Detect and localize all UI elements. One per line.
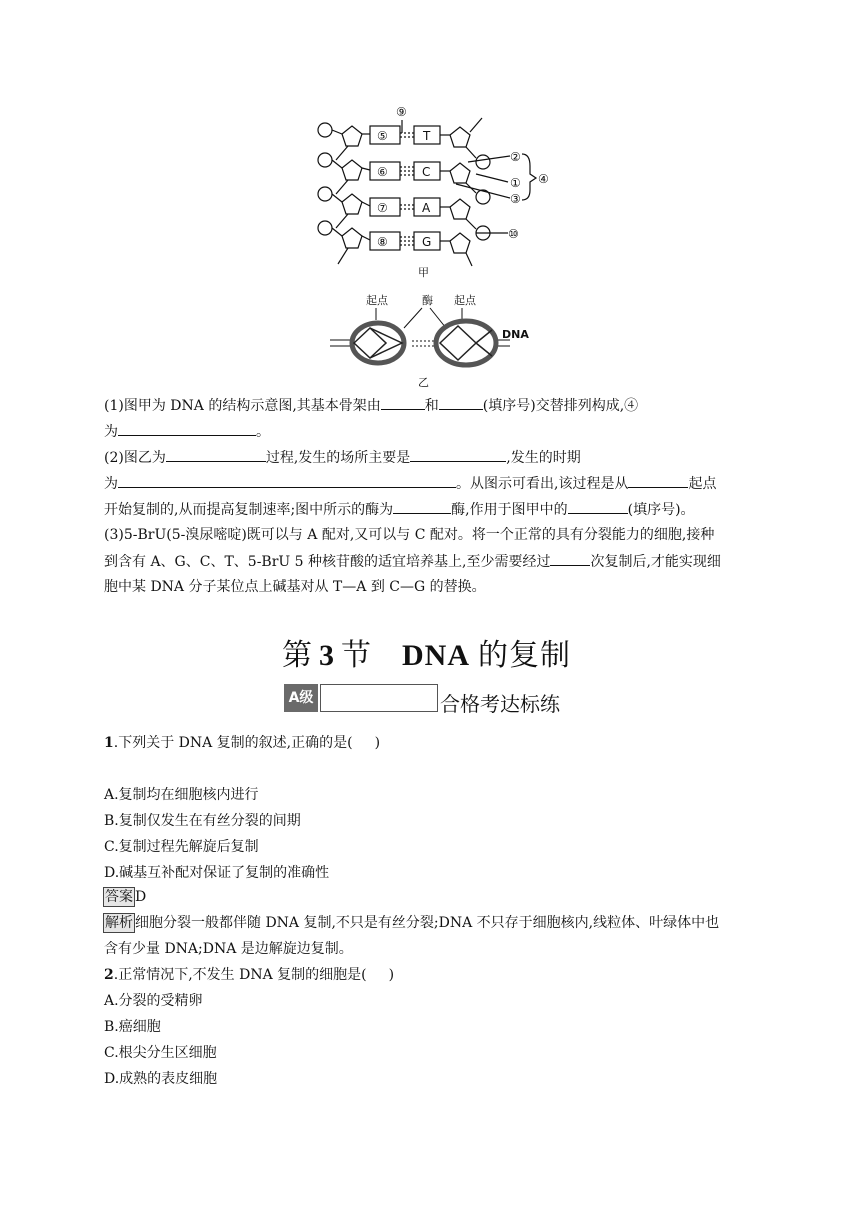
section-title: 第 3 节 DNA 的复制 [282,638,571,673]
q1-option-b[interactable]: B.复制仅发生在有丝分裂的间期 [104,813,301,829]
blank-1c[interactable] [118,420,256,436]
blank-2c[interactable] [118,472,456,488]
q2-option-b[interactable]: B.癌细胞 [104,1019,161,1035]
blank-2e[interactable] [393,498,451,514]
answer-tag: 答案 [105,889,133,905]
dna-label: DNA [502,328,529,341]
base-g: G [422,235,432,249]
question-part-3-line2: 到含有 A、G、C、T、5-BrU 5 种核苷酸的适宜培养基上,至少需要经过 次复制后,才能实现细 [104,550,721,573]
blank-2f[interactable] [568,498,628,514]
callout-2: ② [510,150,521,164]
question-1-stem: 1.下列关于 DNA 复制的叙述,正确的是( ) [104,735,381,751]
answer-value: D [135,889,147,905]
question-part-2-line3: 开始复制的,从而提高复制速率;图中所示的酶为 酶,作用于图甲中的 (填序号)。 [104,498,695,521]
q1-option-a[interactable]: A.复制均在细胞核内进行 [104,787,259,803]
q2-option-a[interactable]: A.分裂的受精卵 [104,993,203,1009]
q1-analysis-line2: 含有少量 DNA;DNA 是边解旋边复制。 [104,941,353,957]
figure-yi-caption: 乙 [418,376,429,389]
box-6-label: ⑥ [377,165,388,179]
q2-option-c[interactable]: C.根尖分生区细胞 [104,1045,217,1061]
blank-2b[interactable] [410,446,506,462]
box-7-label: ⑦ [377,201,388,215]
box-8-label: ⑧ [377,235,388,249]
enzyme-label: 酶 [422,294,433,307]
q1-analysis: 解析 细胞分裂一般都伴随 DNA 复制,不只是有丝分裂;DNA 不只存于细胞核内,线粒体、叶绿体中也 [105,915,720,931]
origin-right-label: 起点 [454,294,476,307]
box-5-label: ⑤ [377,129,388,143]
blank-2a[interactable] [166,446,266,462]
question-part-3-line3: 胞中某 DNA 分子某位点上碱基对从 T—A 到 C—G 的替换。 [104,579,486,595]
blank-1b[interactable] [439,394,483,410]
question-part-2-line2: 为 。从图示可看出,该过程是从 起点 [104,472,716,495]
origin-left-label: 起点 [366,294,388,307]
q2-option-d[interactable]: D.成熟的表皮细胞 [104,1071,218,1087]
level-bar [284,684,438,712]
blank-2d[interactable] [628,472,688,488]
q1-answer [103,886,146,908]
figure-jia-caption: 甲 [418,266,429,279]
callout-10: ⑩ [508,227,519,241]
question-part-3: (3)5-BrU(5-溴尿嘧啶)既可以与 A 配对,又可以与 C 配对。将一个正常的具有分裂能力的细胞,接种 [104,527,715,543]
level-box [320,684,438,712]
question-part-1: (1)图甲为 DNA 的结构示意图,其基本骨架由 和 (填序号)交替排列构成,④ [104,394,638,417]
question-2-stem: 2.正常情况下,不发生 DNA 复制的细胞是( ) [104,967,395,983]
q1-option-d[interactable]: D.碱基互补配对保证了复制的准确性 [104,865,330,881]
level-label: 合格考达标练 [440,692,560,716]
callout-9: ⑨ [396,105,407,119]
callout-1: ① [510,176,521,190]
analysis-tag: 解析 [105,915,133,931]
base-c: C [422,165,431,179]
base-t: T [423,129,431,143]
q1-option-c[interactable]: C.复制过程先解旋后复制 [104,839,259,855]
dna-replication-diagram [330,290,540,390]
dna-structure-diagram [300,100,560,280]
question-part-1-line2: 为 。 [104,420,270,443]
blank-3a[interactable] [550,550,590,566]
callout-3: ③ [510,192,521,206]
question-part-2: (2)图乙为 过程,发生的场所主要是 ,发生的时期 [104,446,581,469]
blank-1a[interactable] [381,394,425,410]
base-a: A [422,201,431,215]
level-badge: A级 [284,684,318,712]
callout-4: ④ [538,172,549,186]
